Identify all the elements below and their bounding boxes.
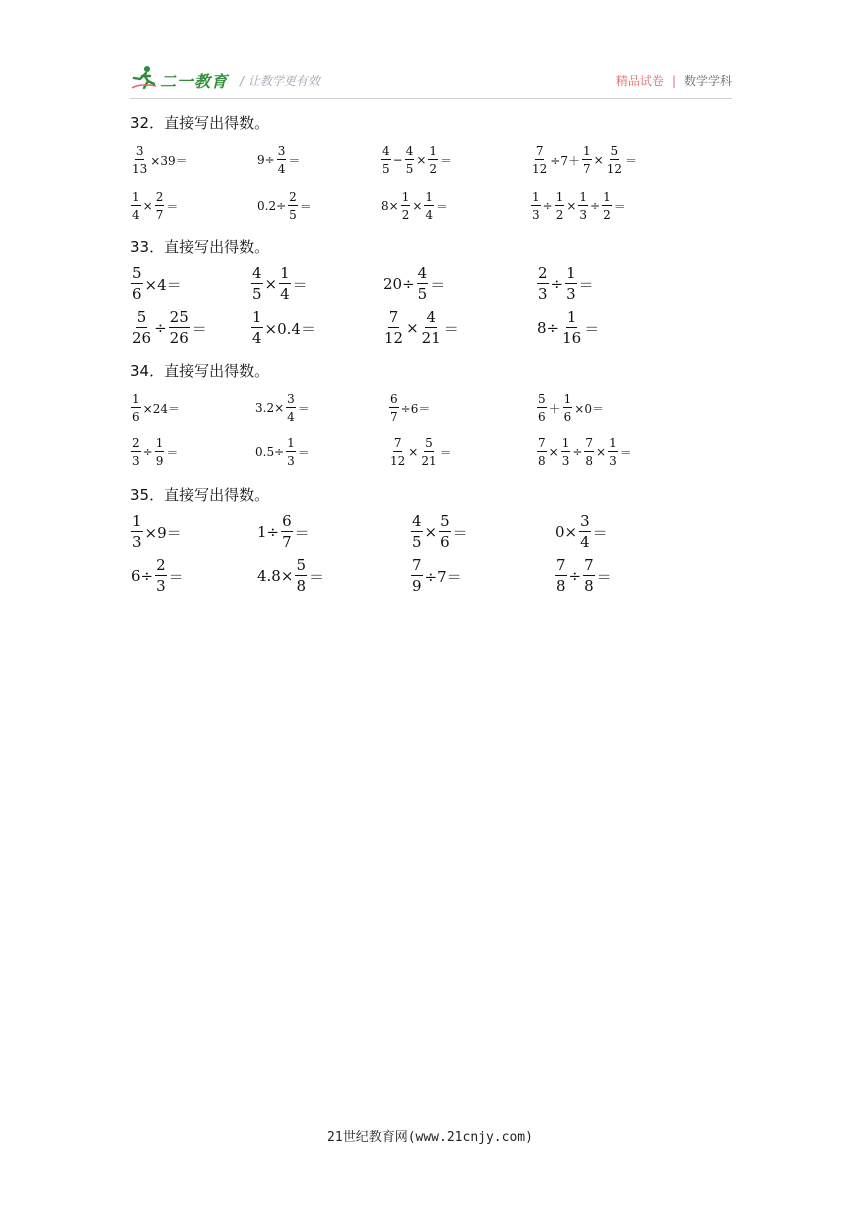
denominator: 16 xyxy=(562,329,582,347)
fraction xyxy=(537,437,547,467)
numerator: 1 xyxy=(603,190,611,204)
math-expression xyxy=(130,512,183,552)
numerator: 3 xyxy=(580,512,590,530)
numerator: 2 xyxy=(289,190,297,204)
fraction xyxy=(279,266,291,302)
numerator: 1 xyxy=(132,512,142,530)
math-expression xyxy=(536,432,633,472)
math-expression xyxy=(250,264,309,304)
math-expression xyxy=(536,264,595,304)
operator-text: 0.5÷ xyxy=(255,445,285,459)
problem-row xyxy=(130,432,750,472)
numerator: 5 xyxy=(440,512,450,530)
header-tags xyxy=(616,72,732,89)
denominator: 7 xyxy=(390,410,398,424)
operator-text: × xyxy=(548,445,559,459)
operator-text: ＝ xyxy=(592,523,608,542)
numerator: 4 xyxy=(252,264,262,282)
numerator: 1 xyxy=(280,264,290,282)
operator-text: ÷7＝ xyxy=(424,567,462,586)
fraction xyxy=(561,437,571,467)
numerator: 6 xyxy=(282,512,292,530)
operator-text: × xyxy=(424,523,438,541)
operator-text: ×39＝ xyxy=(150,153,188,168)
operator-text: ＝ xyxy=(436,199,449,214)
fraction xyxy=(563,393,573,423)
math-expression xyxy=(382,308,460,348)
denominator: 6 xyxy=(132,285,142,303)
denominator: 3 xyxy=(609,454,617,468)
denominator: 4 xyxy=(580,533,590,551)
operator-text: ＝ xyxy=(297,401,310,416)
denominator: 8 xyxy=(538,454,546,468)
denominator: 3 xyxy=(287,454,295,468)
denominator: 7 xyxy=(282,533,292,551)
fraction xyxy=(531,145,548,175)
denominator: 5 xyxy=(412,533,422,551)
header-divider xyxy=(130,98,732,99)
denominator: 6 xyxy=(538,410,546,424)
denominator: 8 xyxy=(585,454,594,468)
fraction xyxy=(277,145,287,175)
math-expression xyxy=(256,556,325,596)
operator-text: ＝ xyxy=(308,567,324,586)
operator-text: × xyxy=(408,445,419,459)
numerator: 5 xyxy=(425,436,433,450)
denominator: 8 xyxy=(556,577,566,595)
numerator: 1 xyxy=(401,190,410,204)
math-expression xyxy=(380,186,449,226)
numerator: 1 xyxy=(555,190,564,204)
operator-text: 0× xyxy=(555,523,578,541)
fraction xyxy=(251,310,263,346)
numerator: 1 xyxy=(532,190,540,204)
math-expression xyxy=(380,140,453,180)
denominator: 13 xyxy=(132,162,148,176)
denominator: 7 xyxy=(155,208,164,222)
operator-text: ÷ xyxy=(572,445,583,459)
denominator: 5 xyxy=(417,285,428,303)
operator-text: × xyxy=(412,199,423,213)
math-expression xyxy=(410,512,469,552)
numerator: 5 xyxy=(136,308,147,326)
page-header xyxy=(130,62,732,98)
numerator: 4 xyxy=(405,144,414,158)
denominator: 3 xyxy=(566,285,576,303)
numerator: 1 xyxy=(609,436,617,450)
numerator: 2 xyxy=(156,556,166,574)
denominator: 4 xyxy=(252,329,262,347)
section-title: 34．直接写出得数。 xyxy=(130,362,270,380)
fraction xyxy=(131,266,143,302)
operator-text: ÷ xyxy=(542,199,553,213)
operator-text: ＋ xyxy=(548,401,561,416)
fraction xyxy=(579,514,591,550)
math-expression xyxy=(130,264,183,304)
operator-text: ＝ xyxy=(299,199,312,214)
math-expression xyxy=(530,186,627,226)
denominator: 6 xyxy=(440,533,450,551)
denominator: 8 xyxy=(296,577,306,595)
fraction xyxy=(286,393,296,423)
denominator: 12 xyxy=(532,162,548,176)
math-expression xyxy=(388,432,453,472)
fraction xyxy=(169,310,190,346)
fraction xyxy=(578,191,588,221)
operator-text: ＝ xyxy=(166,199,179,214)
fraction xyxy=(131,310,152,346)
operator-text: ×0＝ xyxy=(574,401,604,416)
numerator: 1 xyxy=(566,308,577,326)
fraction xyxy=(389,393,399,423)
operator-text: 8× xyxy=(381,199,399,213)
denominator: 6 xyxy=(563,410,572,424)
numerator: 7 xyxy=(535,144,544,158)
fraction xyxy=(565,266,577,302)
fraction xyxy=(295,558,307,594)
fraction xyxy=(131,393,141,423)
problem-row xyxy=(130,186,750,226)
numerator: 1 xyxy=(132,190,140,204)
fraction xyxy=(288,191,298,221)
math-expression xyxy=(410,556,463,596)
denominator: 26 xyxy=(132,329,152,347)
denominator: 12 xyxy=(606,162,622,176)
numerator: 6 xyxy=(390,392,398,406)
operator-text: 1÷ xyxy=(257,523,280,541)
running-figure-icon xyxy=(130,64,158,92)
fraction xyxy=(583,558,595,594)
math-expression xyxy=(256,140,301,180)
operator-text: 0.2÷ xyxy=(257,199,287,213)
section-title: 32．直接写出得数。 xyxy=(130,114,270,132)
denominator: 5 xyxy=(289,208,297,222)
denominator: 3 xyxy=(132,533,142,551)
fraction xyxy=(281,514,293,550)
operator-text: ÷ xyxy=(550,275,564,293)
fraction xyxy=(389,437,406,467)
math-expression xyxy=(256,186,313,226)
numerator: 5 xyxy=(610,144,619,158)
numerator: 2 xyxy=(538,264,548,282)
denominator: 6 xyxy=(132,410,140,424)
operator-text: 8÷ xyxy=(537,319,560,337)
denominator: 12 xyxy=(390,454,406,468)
fraction xyxy=(405,145,415,175)
math-expression xyxy=(250,308,317,348)
fraction xyxy=(131,191,141,221)
numerator: 2 xyxy=(155,190,164,204)
math-expression xyxy=(130,186,179,226)
problem-row xyxy=(130,264,750,304)
operator-text: ÷7＋ xyxy=(550,153,580,168)
denominator: 3 xyxy=(538,285,548,303)
operator-text: ＝ xyxy=(440,153,453,168)
numerator: 3 xyxy=(135,144,144,158)
tag-subject: 数学学科 xyxy=(683,74,732,88)
numerator: 4 xyxy=(412,512,422,530)
operator-text: ÷6＝ xyxy=(400,401,431,416)
operator-text: ＝ xyxy=(613,199,626,214)
math-expression xyxy=(256,512,311,552)
operator-text: ＝ xyxy=(452,523,468,542)
fraction xyxy=(286,437,296,467)
numerator: 1 xyxy=(287,436,295,450)
numerator: 7 xyxy=(412,556,422,574)
fraction xyxy=(537,266,549,302)
fraction xyxy=(155,191,165,221)
numerator: 1 xyxy=(561,436,570,450)
denominator: 3 xyxy=(132,454,140,468)
section-title: 33．直接写出得数。 xyxy=(130,238,270,256)
fraction xyxy=(602,191,612,221)
numerator: 4 xyxy=(382,144,390,158)
denominator: 12 xyxy=(384,329,404,347)
operator-text: ÷ xyxy=(568,567,582,585)
tag-premium: 精品试卷 xyxy=(615,74,664,88)
numerator: 2 xyxy=(132,436,140,450)
math-expression xyxy=(554,512,609,552)
operator-text: ＝ xyxy=(191,319,207,338)
numerator: 5 xyxy=(538,392,546,406)
math-expression xyxy=(536,388,605,428)
denominator: 2 xyxy=(429,162,438,176)
denominator: 5 xyxy=(405,162,414,176)
operator-text: × xyxy=(264,275,278,293)
denominator: 4 xyxy=(280,285,290,303)
denominator: 2 xyxy=(555,208,564,222)
denominator: 21 xyxy=(421,329,441,347)
denominator: 4 xyxy=(132,208,140,222)
math-expression xyxy=(130,140,189,180)
denominator: 3 xyxy=(156,577,166,595)
fraction xyxy=(401,191,411,221)
numerator: 25 xyxy=(169,308,189,326)
operator-text: 4.8× xyxy=(257,567,294,585)
problem-row xyxy=(130,512,750,552)
fraction xyxy=(155,437,165,467)
denominator: 4 xyxy=(425,208,434,222)
operator-text: ＝ xyxy=(168,567,184,586)
operator-text: ÷ xyxy=(154,319,167,337)
problem-row xyxy=(130,556,750,596)
operator-text: ÷ xyxy=(142,445,153,459)
denominator: 2 xyxy=(401,208,410,222)
fraction xyxy=(381,145,391,175)
denominator: 4 xyxy=(277,162,286,176)
numerator: 7 xyxy=(556,556,566,574)
math-expression xyxy=(254,432,311,472)
operator-text: × xyxy=(406,319,419,337)
fraction xyxy=(131,437,141,467)
denominator: 2 xyxy=(603,208,611,222)
fraction xyxy=(428,145,438,175)
fraction xyxy=(608,437,618,467)
operator-text: × xyxy=(596,445,607,459)
fraction xyxy=(251,266,263,302)
operator-text: − xyxy=(392,153,403,167)
denominator: 5 xyxy=(382,162,390,176)
operator-text: ×9＝ xyxy=(144,523,182,542)
denominator: 26 xyxy=(169,329,189,347)
operator-text: × xyxy=(566,199,577,213)
denominator: 21 xyxy=(421,454,437,468)
fraction xyxy=(439,514,451,550)
operator-text: ＝ xyxy=(619,445,632,460)
operator-text: 20÷ xyxy=(383,275,415,293)
problem-row xyxy=(130,140,750,180)
fraction xyxy=(411,558,423,594)
numerator: 1 xyxy=(429,144,438,158)
math-expression xyxy=(130,388,181,428)
fraction xyxy=(417,266,429,302)
operator-text: ＝ xyxy=(297,445,310,460)
numerator: 5 xyxy=(296,556,306,574)
operator-text: 3.2× xyxy=(255,401,285,415)
math-expression xyxy=(130,556,185,596)
operator-text: ×4＝ xyxy=(144,275,182,294)
brand-name: 二一教育 xyxy=(160,72,229,91)
denominator: 3 xyxy=(561,454,570,468)
operator-text: ×0.4＝ xyxy=(264,319,316,338)
numerator: 4 xyxy=(417,264,428,282)
math-expression xyxy=(254,388,311,428)
math-expression xyxy=(130,308,208,348)
fraction xyxy=(411,514,423,550)
denominator: 4 xyxy=(287,410,295,424)
math-expression xyxy=(382,264,446,304)
operator-text: ＝ xyxy=(578,275,594,294)
numerator: 4 xyxy=(426,308,436,326)
operator-text: 9÷ xyxy=(257,153,275,167)
numerator: 1 xyxy=(582,144,591,158)
denominator: 9 xyxy=(155,454,164,468)
operator-text: ＝ xyxy=(292,275,308,294)
math-expression xyxy=(130,432,179,472)
operator-text: ×24＝ xyxy=(142,401,180,416)
operator-text: ÷ xyxy=(590,199,601,213)
problem-row xyxy=(130,308,750,348)
tag-separator: | xyxy=(671,74,676,88)
fraction xyxy=(420,437,437,467)
operator-text: ＝ xyxy=(294,523,310,542)
operator-text: ＝ xyxy=(443,319,459,338)
operator-text: × xyxy=(142,199,153,213)
fraction xyxy=(582,145,592,175)
numerator: 5 xyxy=(132,264,142,282)
fraction xyxy=(383,310,404,346)
math-expression xyxy=(536,308,600,348)
denominator: 5 xyxy=(252,285,262,303)
fraction xyxy=(537,393,547,423)
operator-text: ＝ xyxy=(439,445,452,460)
fraction xyxy=(131,145,148,175)
problem-row xyxy=(130,388,750,428)
fraction xyxy=(606,145,623,175)
operator-text: ＝ xyxy=(166,445,179,460)
operator-text: × xyxy=(593,153,604,167)
fraction xyxy=(584,437,594,467)
page-footer: 21世纪教育网(www.21cnjy.com) xyxy=(327,1130,533,1145)
numerator: 7 xyxy=(538,436,546,450)
fraction xyxy=(424,191,434,221)
numerator: 1 xyxy=(155,436,164,450)
math-expression xyxy=(554,556,613,596)
numerator: 1 xyxy=(425,190,434,204)
math-expression xyxy=(388,388,431,428)
numerator: 3 xyxy=(287,392,295,406)
math-expression xyxy=(530,140,638,180)
section-title: 35．直接写出得数。 xyxy=(130,486,270,504)
operator-text: ＝ xyxy=(596,567,612,586)
denominator: 9 xyxy=(412,577,422,595)
numerator: 7 xyxy=(585,436,594,450)
denominator: 3 xyxy=(579,208,588,222)
denominator: 7 xyxy=(582,162,591,176)
operator-text: 6÷ xyxy=(131,567,154,585)
denominator: 8 xyxy=(584,577,594,595)
numerator: 1 xyxy=(579,190,588,204)
numerator: 3 xyxy=(277,144,286,158)
fraction xyxy=(131,514,143,550)
fraction xyxy=(561,310,582,346)
numerator: 1 xyxy=(252,308,262,326)
numerator: 1 xyxy=(563,392,572,406)
fraction xyxy=(555,191,565,221)
fraction xyxy=(555,558,567,594)
numerator: 1 xyxy=(566,264,576,282)
numerator: 7 xyxy=(388,308,399,326)
fraction xyxy=(531,191,541,221)
fraction xyxy=(155,558,167,594)
slogan: / 让教学更有效 xyxy=(240,74,320,88)
numerator: 1 xyxy=(132,392,140,406)
operator-text: × xyxy=(416,153,427,167)
operator-text: ＝ xyxy=(584,319,600,338)
denominator: 3 xyxy=(532,208,540,222)
numerator: 7 xyxy=(393,436,402,450)
fraction xyxy=(421,310,442,346)
operator-text: ＝ xyxy=(624,153,637,168)
operator-text: ＝ xyxy=(288,153,301,168)
operator-text: ＝ xyxy=(430,275,446,294)
numerator: 7 xyxy=(584,556,594,574)
